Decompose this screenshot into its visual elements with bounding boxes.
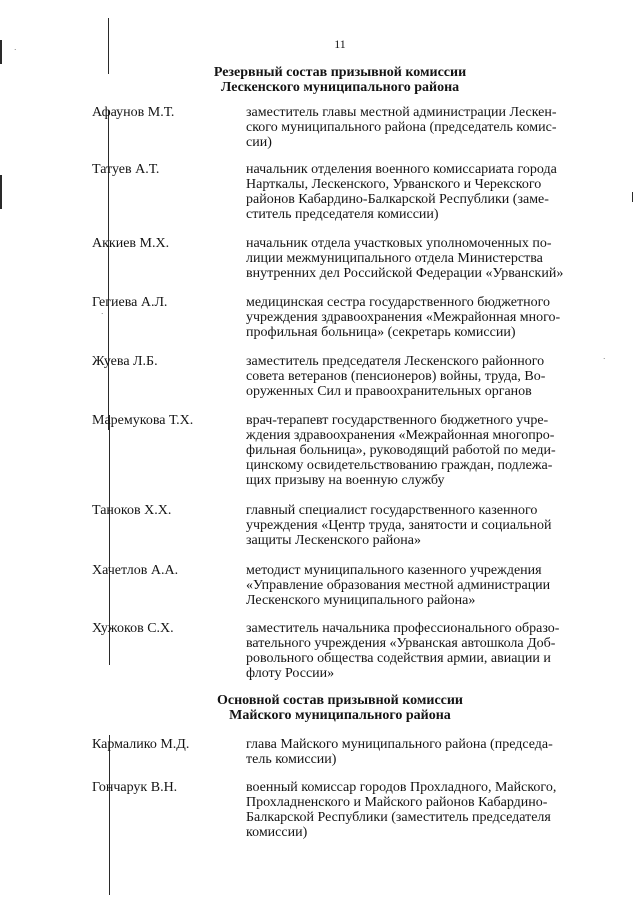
scan-edge-line xyxy=(0,175,2,209)
scan-speck: · xyxy=(101,310,104,318)
member-role: главный специалист государственного казенного учреждения «Центр труда, занятости и социальной защиты Лескенского района» xyxy=(246,503,552,548)
scan-edge-line xyxy=(632,192,633,202)
scan-margin-line xyxy=(109,735,110,895)
member-role: заместитель главы местной администрации Лескен- ского муниципального района (председатель комис- сии) xyxy=(246,105,557,150)
scan-margin-line xyxy=(108,18,109,74)
member-name: Хужоков С.Х. xyxy=(92,621,174,636)
member-name: Татуев А.Т. xyxy=(92,162,160,177)
member-role: военный комиссар городов Прохладного, Майского, Прохладненского и Майского районов Кабардино- Балкарской Республики (заместитель председателя комиссии) xyxy=(246,780,557,840)
member-name: Маремукова Т.Х. xyxy=(92,413,194,428)
member-name: Хачетлов А.А. xyxy=(92,563,179,578)
section-heading-reserve xyxy=(110,65,570,95)
section-heading-main xyxy=(110,693,570,723)
heading-line: Лескенского муниципального района xyxy=(220,80,460,95)
heading-line: Резервный состав призывной комиссии xyxy=(213,65,467,80)
member-role: заместитель председателя Лескенского районного совета ветеранов (пенсионеров) войны, труда, Во- оруженных Сил и правоохранительных органов xyxy=(246,354,546,399)
scan-speck: · xyxy=(14,46,17,54)
member-name: Таноков Х.Х. xyxy=(92,503,172,518)
member-role: методист муниципального казенного учреждения «Управление образования местной администрации Лескенского муниципального района» xyxy=(246,563,551,608)
member-role: медицинская сестра государственного бюджетного учреждения здравоохранения «Межрайонная много- профильная больница» (секретарь комиссии) xyxy=(246,295,561,340)
member-name: Гегиева А.Л. xyxy=(92,295,168,310)
member-name: Аккиев М.Х. xyxy=(92,236,170,251)
heading-line: Майского муниципального района xyxy=(229,708,451,723)
member-role: заместитель начальника профессионального образо- вательного учреждения «Урванская автошкола Доб- ровольного общества содействия армии, авиации и флоту России» xyxy=(246,621,560,681)
member-name: Гончарук В.Н. xyxy=(92,780,178,795)
member-role: врач-терапевт государственного бюджетного учре- ждения здравоохранения «Межрайонная многопро- фильная больница», руководящий работой по меди- цинскому освидетельствованию граждан, подлежа- щих призыву на военную службу xyxy=(246,413,556,488)
scan-edge-line xyxy=(0,40,2,64)
member-role: начальник отделения военного комиссариата города Нарткалы, Лескенского, Урванского и Черекского районов Кабардино-Балкарской Республики (заме- ститель председателя комиссии) xyxy=(246,162,557,222)
member-name: Кармалико М.Д. xyxy=(92,737,190,752)
heading-line: Основной состав призывной комиссии xyxy=(217,693,463,708)
page-number: 11 xyxy=(334,37,346,51)
member-name: Жуева Л.Б. xyxy=(92,354,158,369)
member-role: глава Майского муниципального района (председа- тель комиссии) xyxy=(246,737,553,767)
scan-speck: · xyxy=(603,355,606,363)
member-name: Афаунов М.Т. xyxy=(92,105,175,120)
scan-margin-line xyxy=(108,110,109,430)
member-role: начальник отдела участковых уполномоченных по- лиции межмуниципального отдела Министерства внутренних дел Российской Федерации «Урванский» xyxy=(246,236,564,281)
